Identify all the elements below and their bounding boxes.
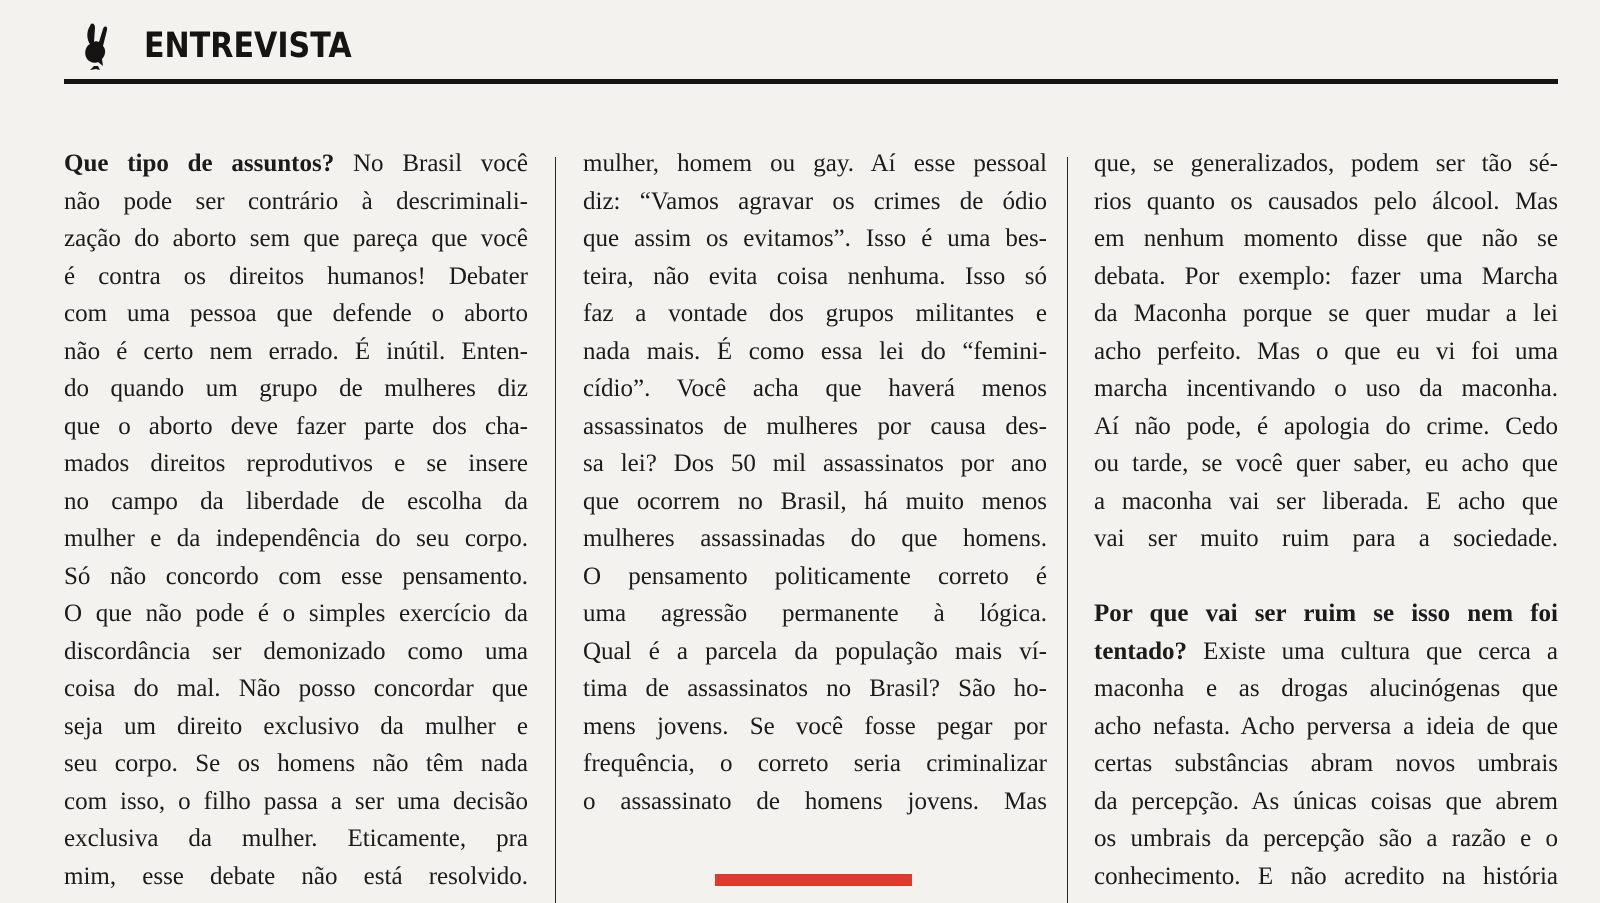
text-line: acho nefasta. Acho perversa a ideia de que — [1094, 712, 1558, 740]
text-line: ou tarde, se você quer saber, eu acho que — [1094, 450, 1558, 477]
text-line: marcha incentivando o uso da maconha. — [1094, 375, 1558, 402]
text-line: nada mais. É como essa lei do “femini- — [583, 337, 1047, 365]
text-line: o assassinato de homens jovens. Mas — [583, 787, 1047, 815]
article-column-3 — [1094, 145, 1558, 895]
text-line: maconha e as drogas alucinógenas que — [1094, 675, 1558, 702]
text-line: mulher e da independência do seu corpo. — [64, 525, 528, 552]
text-line: os umbrais da percepção são a razão e o — [1094, 825, 1558, 852]
text-line: não pode ser contrário à descriminali- — [64, 187, 528, 215]
text-line: conhecimento. E não acredito na história — [1094, 862, 1558, 890]
text-line: Aí não pode, é apologia do crime. Cedo — [1094, 412, 1558, 440]
text-line: discordância ser demonizado como uma — [64, 637, 528, 665]
text-line: Qual é a parcela da população mais ví- — [583, 637, 1047, 665]
header-rule — [64, 79, 1558, 84]
text-line: em nenhum momento disse que não se — [1094, 225, 1558, 252]
text-line: tentado? Existe uma cultura que cerca a — [1094, 637, 1558, 665]
text-line: O que não pode é o simples exercício da — [64, 600, 528, 627]
article-column-1 — [64, 145, 528, 895]
question-heading: tentado? — [1094, 637, 1188, 665]
text-line: é contra os direitos humanos! Debater — [64, 262, 528, 290]
text-line: certas substâncias abram novos umbrais — [1094, 750, 1558, 777]
column-divider — [555, 157, 556, 903]
text-line: da percepção. As únicas coisas que abrem — [1094, 787, 1558, 815]
text-line: não é certo nem errado. É inútil. Enten- — [64, 337, 528, 365]
question-heading: Que tipo de assuntos? — [64, 150, 335, 177]
text-line: exclusiva da mulher. Eticamente, pra — [64, 825, 528, 852]
text-line: com uma pessoa que defende o aborto — [64, 300, 528, 327]
page-header — [64, 18, 1558, 84]
text-line: que assim os evitamos”. Isso é uma bes- — [583, 225, 1047, 252]
text-line: zação do aborto sem que pareça que você — [64, 225, 528, 252]
text-line: teira, não evita coisa nenhuma. Isso só — [583, 262, 1047, 290]
text-line: mulher, homem ou gay. Aí esse pessoal — [583, 150, 1047, 177]
text-line: Que tipo de assuntos? No Brasil você — [64, 150, 528, 177]
text-line: faz a vontade dos grupos militantes e — [583, 300, 1047, 327]
text-line: com isso, o filho passa a ser uma decisão — [64, 787, 528, 815]
text-line: seja um direito exclusivo da mulher e — [64, 712, 528, 740]
text-line: no campo da liberdade de escolha da — [64, 487, 528, 515]
column-divider — [1067, 157, 1068, 903]
text-line: da Maconha porque se quer mudar a lei — [1094, 300, 1558, 327]
paragraph-gap — [1094, 558, 1558, 596]
text-line: debata. Por exemplo: fazer uma Marcha — [1094, 262, 1558, 290]
text-line: mados direitos reprodutivos e se insere — [64, 450, 528, 477]
text-line: diz: “Vamos agravar os crimes de ódio — [583, 187, 1047, 215]
accent-bar — [715, 874, 912, 886]
text-line: do quando um grupo de mulheres diz — [64, 375, 528, 402]
text-line: frequência, o correto seria criminalizar — [583, 750, 1047, 777]
text-line: que ocorrem no Brasil, há muito menos — [583, 487, 1047, 515]
text-line: Só não concordo com esse pensamento. — [64, 562, 528, 590]
text-line: acho perfeito. Mas o que eu vi foi uma — [1094, 337, 1558, 365]
text-line: que o aborto deve fazer parte dos cha- — [64, 412, 528, 440]
text-line: assassinatos de mulheres por causa des- — [583, 412, 1047, 440]
text-line: O pensamento politicamente correto é — [583, 562, 1047, 590]
text-line: a maconha vai ser liberada. E acho que — [1094, 487, 1558, 515]
text-line: coisa do mal. Não posso concordar que — [64, 675, 528, 702]
question-heading: Por que vai ser ruim se isso nem foi — [1094, 600, 1558, 627]
text-line: vai ser muito ruim para a sociedade. — [1094, 525, 1558, 552]
text-line: uma agressão permanente à lógica. — [583, 600, 1047, 627]
text-line: que, se generalizados, podem ser tão sé- — [1094, 150, 1558, 177]
article-column-2 — [583, 145, 1047, 820]
text-line: rios quanto os causados pelo álcool. Mas — [1094, 187, 1558, 215]
text-line: sa lei? Dos 50 mil assassinatos por ano — [583, 450, 1047, 477]
text-line: mim, esse debate não está resolvido. — [64, 862, 528, 890]
text-line: mens jovens. Se você fosse pegar por — [583, 712, 1047, 740]
text-line: mulheres assassinadas do que homens. — [583, 525, 1047, 552]
text-line: cídio”. Você acha que haverá menos — [583, 375, 1047, 402]
rabbit-head-icon — [76, 22, 116, 72]
text-line: tima de assassinatos no Brasil? São ho- — [583, 675, 1047, 702]
section-title: ENTREVISTA — [144, 26, 352, 66]
text-line: seu corpo. Se os homens não têm nada — [64, 750, 528, 777]
